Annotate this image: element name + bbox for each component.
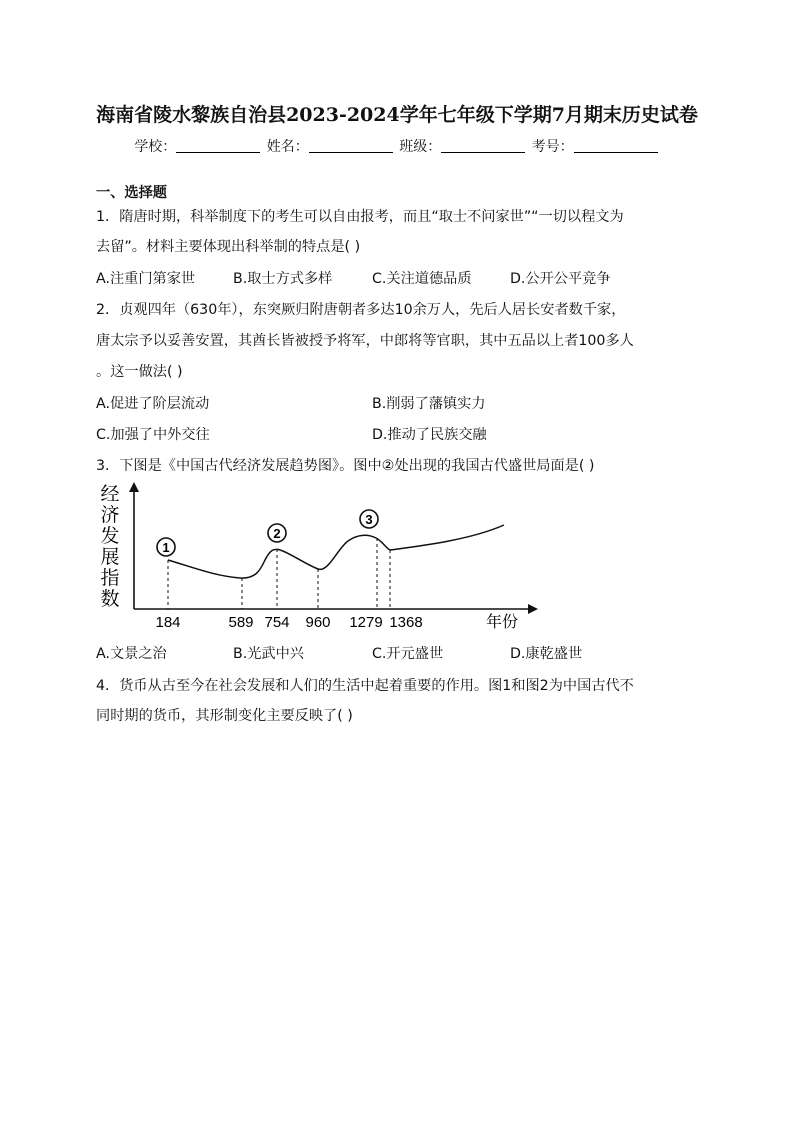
- svg-text:3: 3: [365, 512, 373, 527]
- y-axis-label-char: 发: [100, 526, 120, 547]
- tick-754: 754: [264, 614, 290, 631]
- student-info-row: [0, 136, 794, 156]
- q3-option-a[interactable]: A.文景之治: [96, 646, 167, 662]
- q2-option-b[interactable]: B.削弱了藩镇实力: [372, 396, 486, 412]
- marker-1: [157, 538, 175, 556]
- svg-text:2: 2: [273, 526, 281, 541]
- q2-option-d[interactable]: D.推动了民族交融: [372, 427, 487, 443]
- tick-960: 960: [305, 614, 331, 631]
- q1-option-c[interactable]: C.关注道德品质: [372, 271, 472, 287]
- x-axis-label: 年份: [485, 614, 519, 631]
- question-4-line-1: 4．货币从古至今在社会发展和人们的生活中起着重要的作用。图1和图2为中国古代不: [96, 678, 634, 694]
- y-axis-label-char: 经: [100, 484, 120, 505]
- question-4-line-2: 同时期的货币，其形制变化主要反映了( ): [96, 708, 353, 724]
- q3-option-d[interactable]: D.康乾盛世: [510, 646, 583, 662]
- q1-option-a[interactable]: A.注重门第家世: [96, 271, 196, 287]
- q3-option-c[interactable]: C.开元盛世: [372, 646, 444, 662]
- q1-option-d[interactable]: D.公开公平竞争: [510, 271, 611, 287]
- question-2-line-1: 2．贞观四年（630年），东突厥归附唐朝者多达10余万人，先后人居长安者数千家，: [96, 302, 626, 318]
- name-blank[interactable]: [309, 138, 393, 153]
- school-label: 学校：: [134, 139, 177, 155]
- y-axis-label: [100, 483, 119, 610]
- exam-number-label: 考号：: [531, 139, 574, 155]
- name-label: 姓名：: [266, 139, 309, 155]
- tick-589: 589: [228, 614, 254, 631]
- question-2-line-2: 唐太宗予以妥善安置，其酋长皆被授予将军，中郎将等官职，其中五品以上者100多人: [96, 333, 634, 349]
- question-1-line-1: 1．隋唐时期，科举制度下的考生可以自由报考，而且“取士不问家世”“一切以程文为: [96, 209, 624, 225]
- tick-1368: 1368: [389, 614, 423, 631]
- section-heading: 一、选择题: [96, 185, 167, 201]
- class-blank[interactable]: [441, 138, 525, 153]
- trend-curve: [168, 525, 504, 578]
- tick-184: 184: [155, 614, 181, 631]
- class-label: 班级：: [399, 139, 442, 155]
- y-axis-label-char: 指: [100, 568, 120, 589]
- y-axis-label-char: 济: [100, 505, 120, 526]
- question-2-line-3: 。这一做法( ): [96, 364, 183, 380]
- q2-option-a[interactable]: A.促进了阶层流动: [96, 396, 210, 412]
- q3-option-b[interactable]: B.光武中兴: [233, 646, 304, 662]
- marker-3: [360, 510, 378, 528]
- y-axis-label-char: 展: [100, 547, 120, 568]
- x-axis-arrow: [528, 604, 538, 614]
- school-blank[interactable]: [176, 138, 260, 153]
- question-1-line-2: 去留”。材料主要体现出科举制的特点是( ): [96, 239, 361, 255]
- economic-trend-chart: [90, 478, 550, 638]
- q2-option-c[interactable]: C.加强了中外交往: [96, 427, 210, 443]
- svg-text:1: 1: [162, 540, 170, 555]
- q1-option-b[interactable]: B.取士方式多样: [233, 271, 333, 287]
- question-3-line-1: 3．下图是《中国古代经济发展趋势图》。图中②处出现的我国古代盛世局面是( ): [96, 458, 595, 474]
- exam-title: 海南省陵水黎族自治县2023-2024学年七年级下学期7月期末历史试卷: [96, 104, 698, 126]
- marker-2: [268, 524, 286, 542]
- tick-1279: 1279: [349, 614, 383, 631]
- y-axis-arrow: [129, 482, 139, 492]
- y-axis-label-char: 数: [100, 589, 120, 610]
- exam-number-blank[interactable]: [574, 138, 658, 153]
